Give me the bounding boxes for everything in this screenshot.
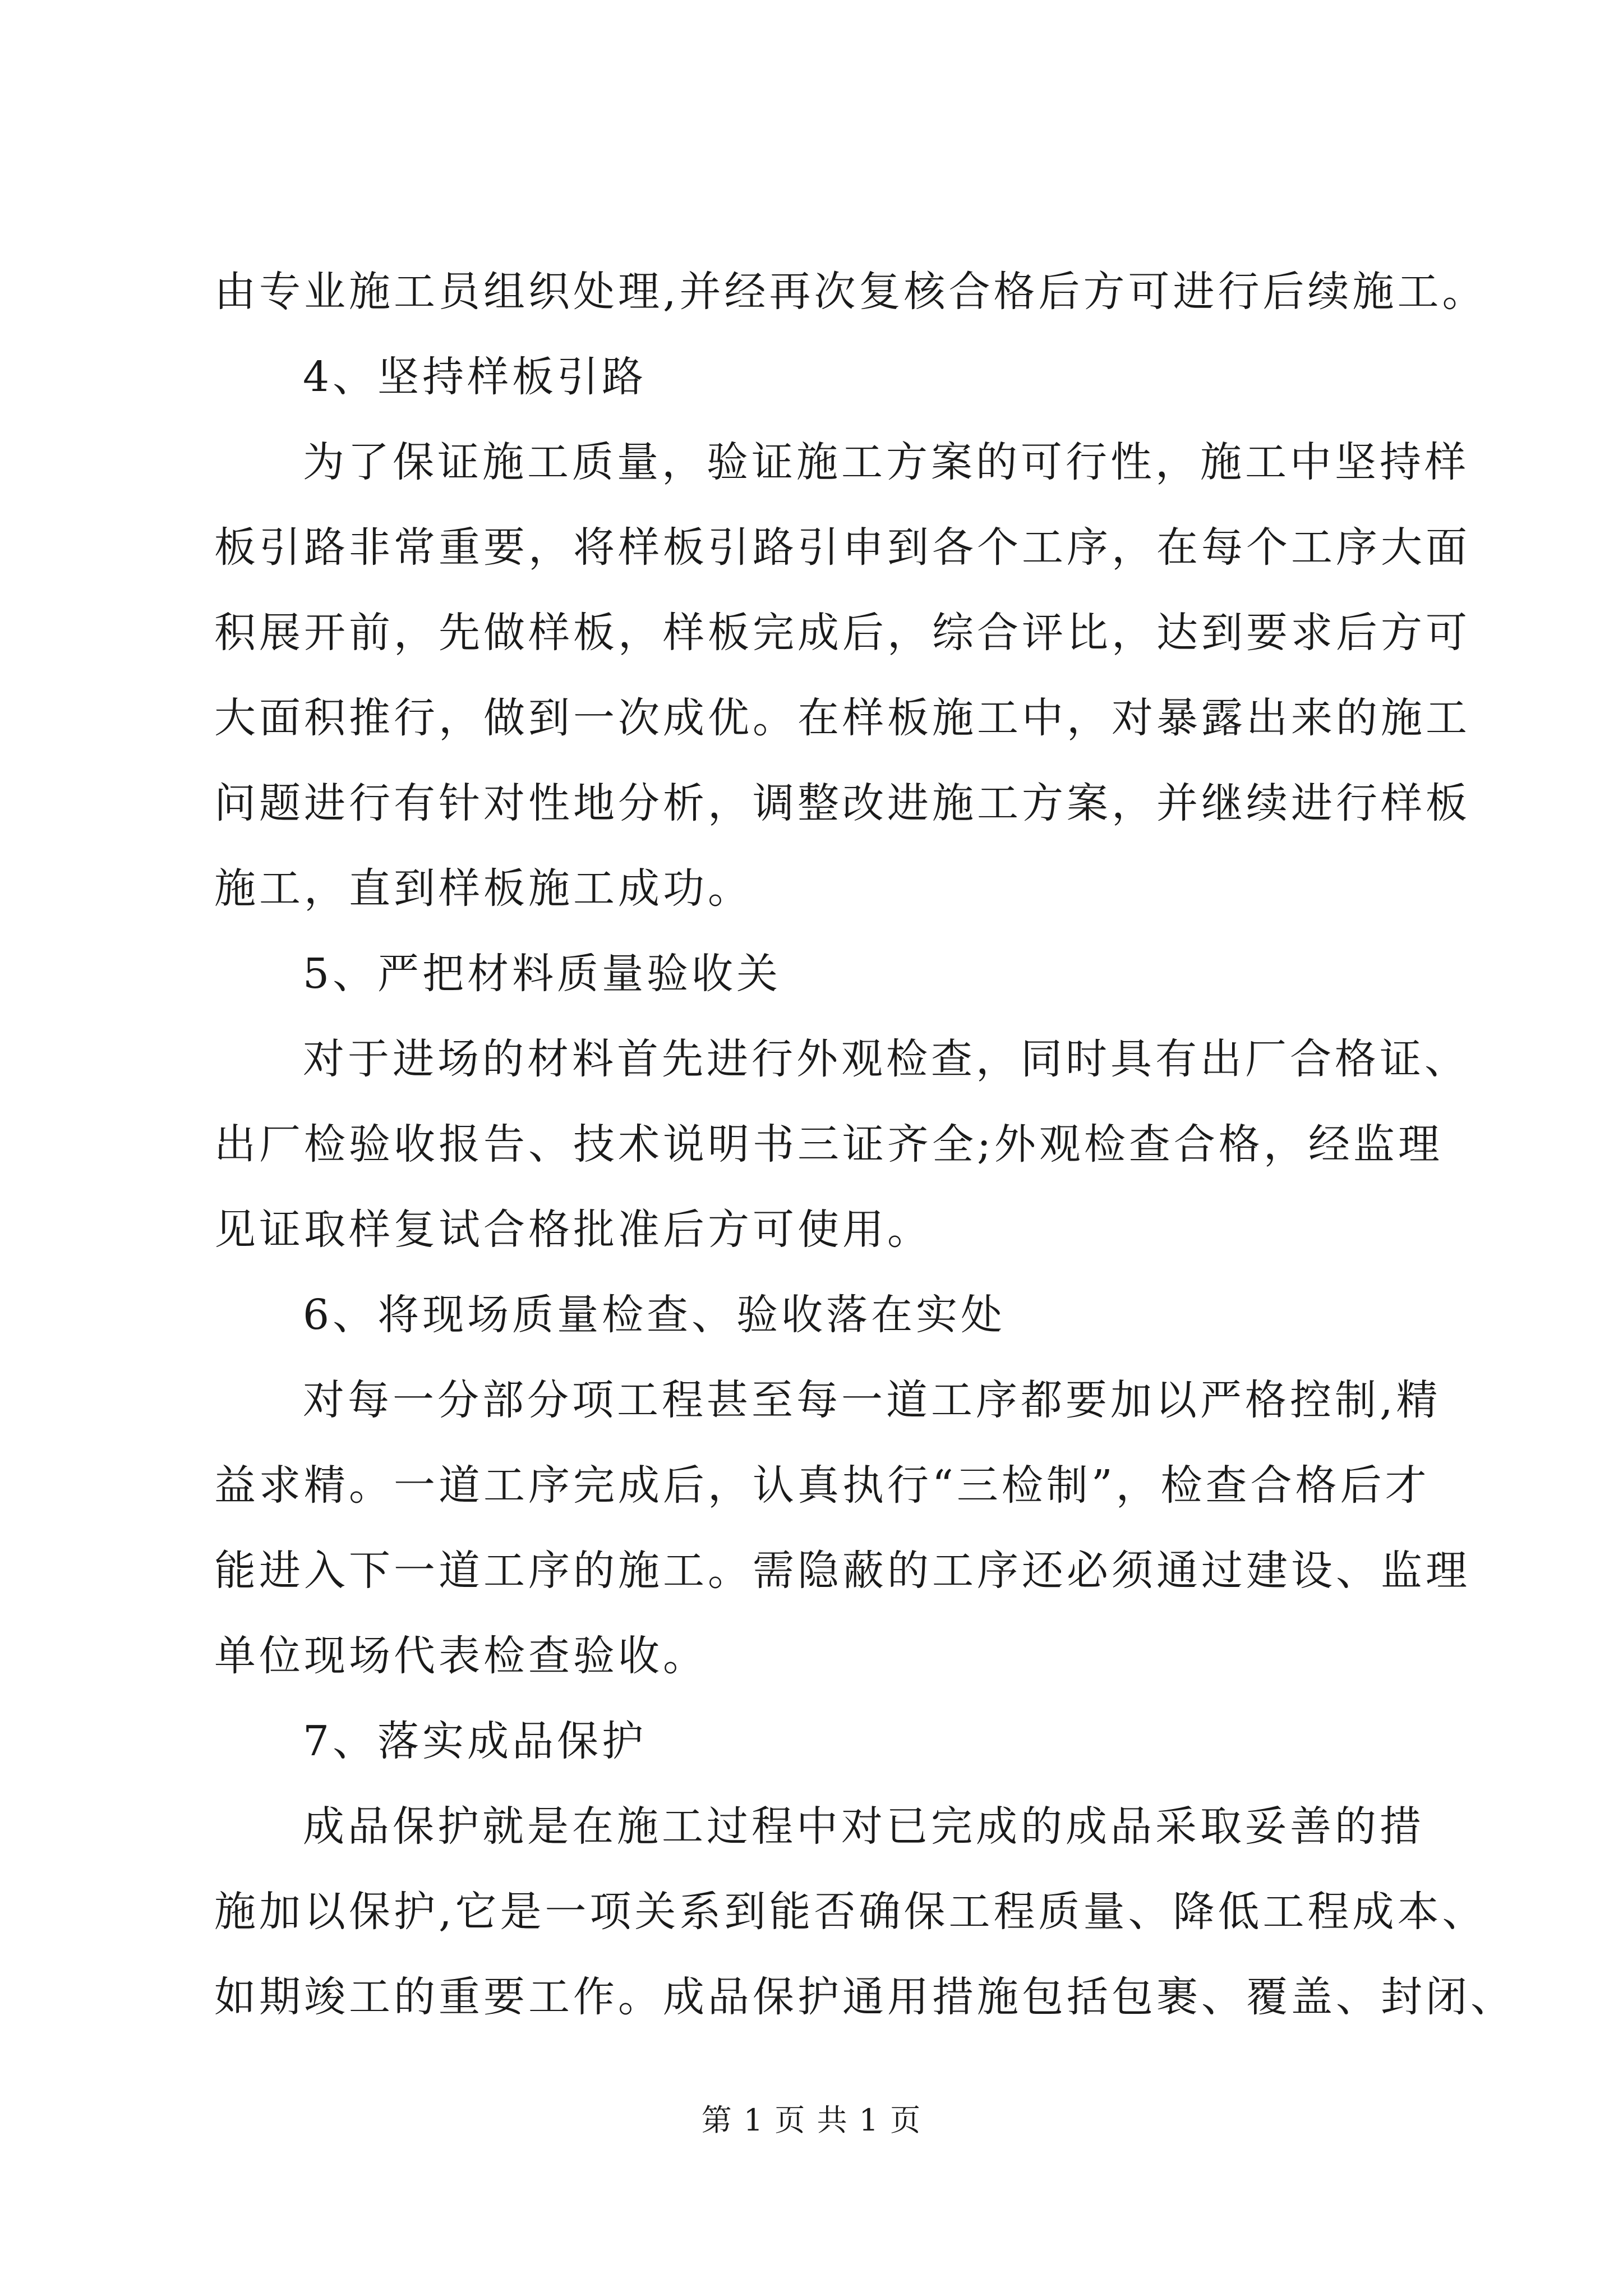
paragraph-line: 对每一分部分项工程甚至每一道工序都要加以严格控制,精	[303, 1376, 1441, 1424]
paragraph-line: 施工，直到样板施工成功。	[214, 864, 753, 913]
paragraph-line: 益求精。一道工序完成后，认真执行“三检制”，检查合格后才	[214, 1461, 1430, 1510]
section-heading: 4、坚持样板引路	[303, 353, 647, 401]
paragraph-line: 对于进场的材料首先进行外观检查，同时具有出厂合格证、	[303, 1035, 1469, 1083]
paragraph-line: 见证取样复试合格批准后方可使用。	[214, 1205, 932, 1254]
paragraph-line: 施加以保护,它是一项关系到能否确保工程质量、降低工程成本、	[214, 1888, 1487, 1936]
paragraph-line: 成品保护就是在施工过程中对已完成的成品采取妥善的措	[303, 1802, 1424, 1851]
paragraph-line: 大面积推行，做到一次成优。在样板施工中，对暴露出来的施工	[214, 694, 1470, 742]
paragraph-line: 单位现场代表检查验收。	[214, 1632, 708, 1680]
document-body	[214, 249, 1515, 2040]
paragraph-line: 出厂检验收报告、技术说明书三证齐全;外观检查合格，经监理	[214, 1120, 1443, 1168]
page-number-footer: 第 1 页 共 1 页	[701, 2102, 922, 2138]
paragraph-line: 板引路非常重要，将样板引路引申到各个工序，在每个工序大面	[214, 523, 1470, 572]
section-heading: 7、落实成品保护	[303, 1717, 647, 1765]
paragraph-line: 能进入下一道工序的施工。需隐蔽的工序还必须通过建设、监理	[214, 1547, 1470, 1595]
section-heading: 6、将现场质量检查、验收落在实处	[303, 1291, 1006, 1339]
paragraph-line: 为了保证施工质量，验证施工方案的可行性，施工中坚持样	[303, 438, 1469, 486]
paragraph-line: 问题进行有针对性地分析，调整改进施工方案，并继续进行样板	[214, 779, 1470, 827]
section-heading: 5、严把材料质量验收关	[303, 950, 782, 998]
paragraph-line: 由专业施工员组织处理,并经再次复核合格后方可进行后续施工。	[214, 268, 1487, 316]
paragraph-line: 积展开前，先做样板，样板完成后，综合评比，达到要求后方可	[214, 609, 1470, 657]
paragraph-line: 如期竣工的重要工作。成品保护通用措施包括包裹、覆盖、封闭、	[214, 1973, 1515, 2021]
